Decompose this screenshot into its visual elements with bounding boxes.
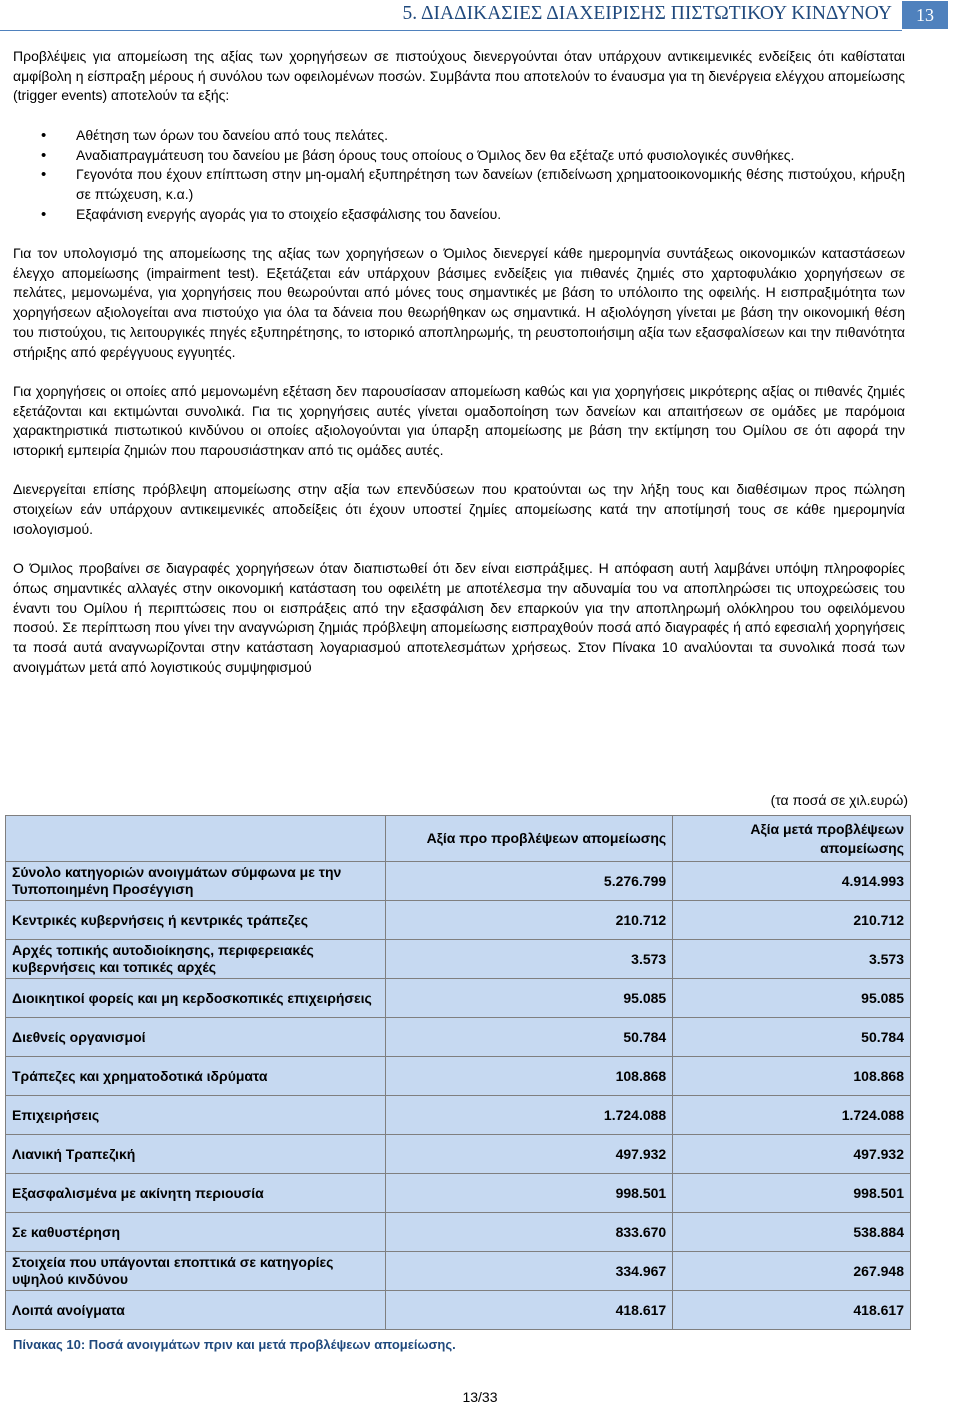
header-before-provisions: Αξία προ προβλέψεων απομείωσης [385,816,673,862]
exposures-table [5,815,911,1330]
row-after-value: 1.724.088 [673,1096,911,1135]
row-after-value: 95.085 [673,979,911,1018]
bullet-item: • Γεγονότα που έχουν επίπτωση στην μη-ομαλή εξυπηρέτηση των δανείων (επιδείνωση χρηματοοικονομικής θέσης πιστούχου, κήρυξη σε πτώχευση, κ.α.) [13,165,905,204]
row-before-value: 95.085 [385,979,673,1018]
row-before-value: 5.276.799 [385,862,673,901]
table-row [6,862,911,901]
row-before-value: 418.617 [385,1291,673,1330]
row-category: Λοιπά ανοίγματα [6,1291,386,1330]
table-row [6,940,911,979]
row-before-value: 1.724.088 [385,1096,673,1135]
header-after-provisions: Αξία μετά προβλέψεων απομείωσης [673,816,911,862]
table-row [6,1291,911,1330]
row-category: Σε καθυστέρηση [6,1213,386,1252]
row-after-value: 418.617 [673,1291,911,1330]
table-row [6,1018,911,1057]
row-before-value: 497.932 [385,1135,673,1174]
section-title: 5. ΔΙΑΔΙΚΑΣΙΕΣ ΔΙΑΧΕΙΡΙΣΗΣ ΠΙΣΤΩΤΙΚΟΥ ΚΙΝΔΥΝΟΥ [402,3,892,24]
bullet-item: • Αθέτηση των όρων του δανείου από τους πελάτες. [13,126,905,146]
bullet-item: • Εξαφάνιση ενεργής αγοράς για το στοιχείο εξασφάλισης του δανείου. [13,205,905,225]
investments-paragraph: Διενεργείται επίσης πρόβλεψη απομείωσης στην αξία των επενδύσεων που κρατούνται ως την λήξη τους και διαθέσιμων προς πώληση στοιχείων εάν υπάρχουν αντικειμενικές αποδείξεις ότι έχουν υποστεί ζημίες απομείωσης κατά την αποτίμησή τους σε κάθε ημερομηνία ισολογισμού. [13,481,905,537]
table-row [6,1057,911,1096]
row-before-value: 3.573 [385,940,673,979]
row-category: Διοικητικοί φορείς και μη κερδοσκοπικές επιχειρήσεις [6,979,386,1018]
row-before-value: 998.501 [385,1174,673,1213]
table-row [6,1174,911,1213]
table-row [6,1096,911,1135]
trigger-events-list [13,126,905,225]
table-row [6,1213,911,1252]
row-before-value: 210.712 [385,901,673,940]
table-row [6,901,911,940]
header-category-cell [6,816,386,862]
header-divider [0,30,902,31]
row-after-value: 4.914.993 [673,862,911,901]
header-page-number: 13 [902,1,948,29]
row-category: Κεντρικές κυβερνήσεις ή κεντρικές τράπεζες [6,901,386,940]
row-after-value: 538.884 [673,1213,911,1252]
row-before-value: 334.967 [385,1252,673,1291]
page-footer-number: 13/33 [462,1389,498,1405]
row-category: Αρχές τοπικής αυτοδιοίκησης, περιφερειακές κυβερνήσεις και τοπικές αρχές [6,940,386,979]
row-after-value: 267.948 [673,1252,911,1291]
table-row [6,1252,911,1291]
table-row [6,979,911,1018]
row-after-value: 3.573 [673,940,911,979]
table-header-row [6,816,911,862]
row-before-value: 50.784 [385,1018,673,1057]
bullet-item: • Αναδιαπραγμάτευση του δανείου με βάση όρους τους οποίους ο Όμιλος δεν θα εξέταζε υπό φυσιολογικές συνθήκες. [13,146,905,166]
row-before-value: 833.670 [385,1213,673,1252]
table-units-note: (τα ποσά σε χιλ.ευρώ) [770,792,908,808]
table-row [6,1135,911,1174]
row-after-value: 210.712 [673,901,911,940]
row-after-value: 497.932 [673,1135,911,1174]
row-category: Επιχειρήσεις [6,1096,386,1135]
table-caption: Πίνακας 10: Ποσά ανοιγμάτων πριν και μετά προβλέψεων απομείωσης. [13,1337,456,1352]
intro-paragraph: Προβλέψεις για απομείωση της αξίας των χορηγήσεων σε πιστούχους διενεργούνται όταν υπάρχουν αντικειμενικές ενδείξεις ότι καθίσταται αμφίβολη η είσπραξη μέρους ή συνόλου των οφειλομένων ποσών. Συμβάντα που αποτελούν το έναυσμα για τη διενέργεια ελέγχου απομείωσης (trigger events) αποτελούν τα εξής: [13,48,905,104]
page-header [0,0,960,32]
row-before-value: 108.868 [385,1057,673,1096]
row-category: Τράπεζες και χρηματοδοτικά ιδρύματα [6,1057,386,1096]
row-after-value: 998.501 [673,1174,911,1213]
row-after-value: 108.868 [673,1057,911,1096]
collective-assessment-paragraph: Για χορηγήσεις οι οποίες από μεμονωμένη εξέταση δεν παρουσίασαν απομείωση καθώς και για χορηγήσεις μικρότερης αξίας οι πιθανές ζημιές εξετάζονται και εκτιμώνται συνολικά. Για τις χορηγήσεις αυτές γίνεται ομαδοποίηση των δανείων και απαιτήσεων σε ομάδες με παρόμοια χαρακτηριστικά πιστωτικού κινδύνου οι οποίες αξιολογούνται για ύπαρξη απομείωσης με βάση την εκτίμηση του Ομίλου σε ότι αφορά την ιστορική εμπειρία ζημιών που παρουσιάστηκαν από τις ομάδες αυτές. [13,382,905,459]
impairment-test-paragraph: Για τον υπολογισμό της απομείωσης της αξίας των χορηγήσεων ο Όμιλος διενεργεί κάθε ημερομηνία συντάξεως οικονομικών καταστάσεων έλεγχο απομείωσης (impairment test). Εξετάζεται εάν υπάρχουν βάσιμες ενδείξεις για πιθανές ζημιές στο χαρτοφυλάκιο χορηγήσεων σε πελάτες, μεμονωμένα, για χορηγήσεις που θεωρούνται από μόνες τους σημαντικές με βάση το υπόλοιπο της οφειλής. Η εισπραξιμότητα των χορηγήσεων αξιολογείται ανα πιστούχο για όλα τα δάνεια που θεωρήθηκαν ως σημαντικά. Η αξιολόγηση γίνεται με βάση την οικονομική θέση του πιστούχου, τις λειτουργικές πηγές εξυπηρέτησης, το ιστορικό αποπληρωμής, τη ρευστοποιήσιμη αξία των εξασφαλίσεων και την πιθανότητα στήριξης από φερέγγυους εγγυητές. [13,245,905,360]
row-category: Εξασφαλισμένα με ακίνητη περιουσία [6,1174,386,1213]
body-text [13,47,905,697]
row-category: Διεθνείς οργανισμοί [6,1018,386,1057]
row-after-value: 50.784 [673,1018,911,1057]
row-category: Σύνολο κατηγοριών ανοιγμάτων σύμφωνα με την Τυποποιημένη Προσέγγιση [6,862,386,901]
row-category: Στοιχεία που υπάγονται εποπτικά σε κατηγορίες υψηλού κινδύνου [6,1252,386,1291]
row-category: Λιανική Τραπεζική [6,1135,386,1174]
write-offs-paragraph: Ο Όμιλος προβαίνει σε διαγραφές χορηγήσεων όταν διαπιστωθεί ότι δεν είναι εισπράξιμες. Η απόφαση αυτή λαμβάνει υπόψη πληροφορίες όπως σημαντικές αλλαγές στην οικονομική κατάσταση του οφειλέτη με αποτέλεσμα την αδυναμία του να αποπληρώσει τις υποχρεώσεις του έναντι του Ομίλου ή περιπτώσεις που οι εισπράξεις από την εξασφάλιση δεν επαρκούν για την αποπληρωμή ολόκληρου του οφειλόμενου ποσού. Σε περίπτωση που γίνει την αναγνώριση ζημιάς πρόβλεψη απομείωσης εισπραχθούν ποσά από διαγραφές ή από εφεσιαλή χορηγήσεις τα ποσά αυτά αναγνωρίζονται στην κατάσταση λογαριασμού αποτελεσμάτων χρήσεως. Στον Πίνακα 10 αναλύονται τα συνολικά ποσά των ανοιγμάτων μετά από λογιστικούς συμψηφισμού [13,560,905,675]
